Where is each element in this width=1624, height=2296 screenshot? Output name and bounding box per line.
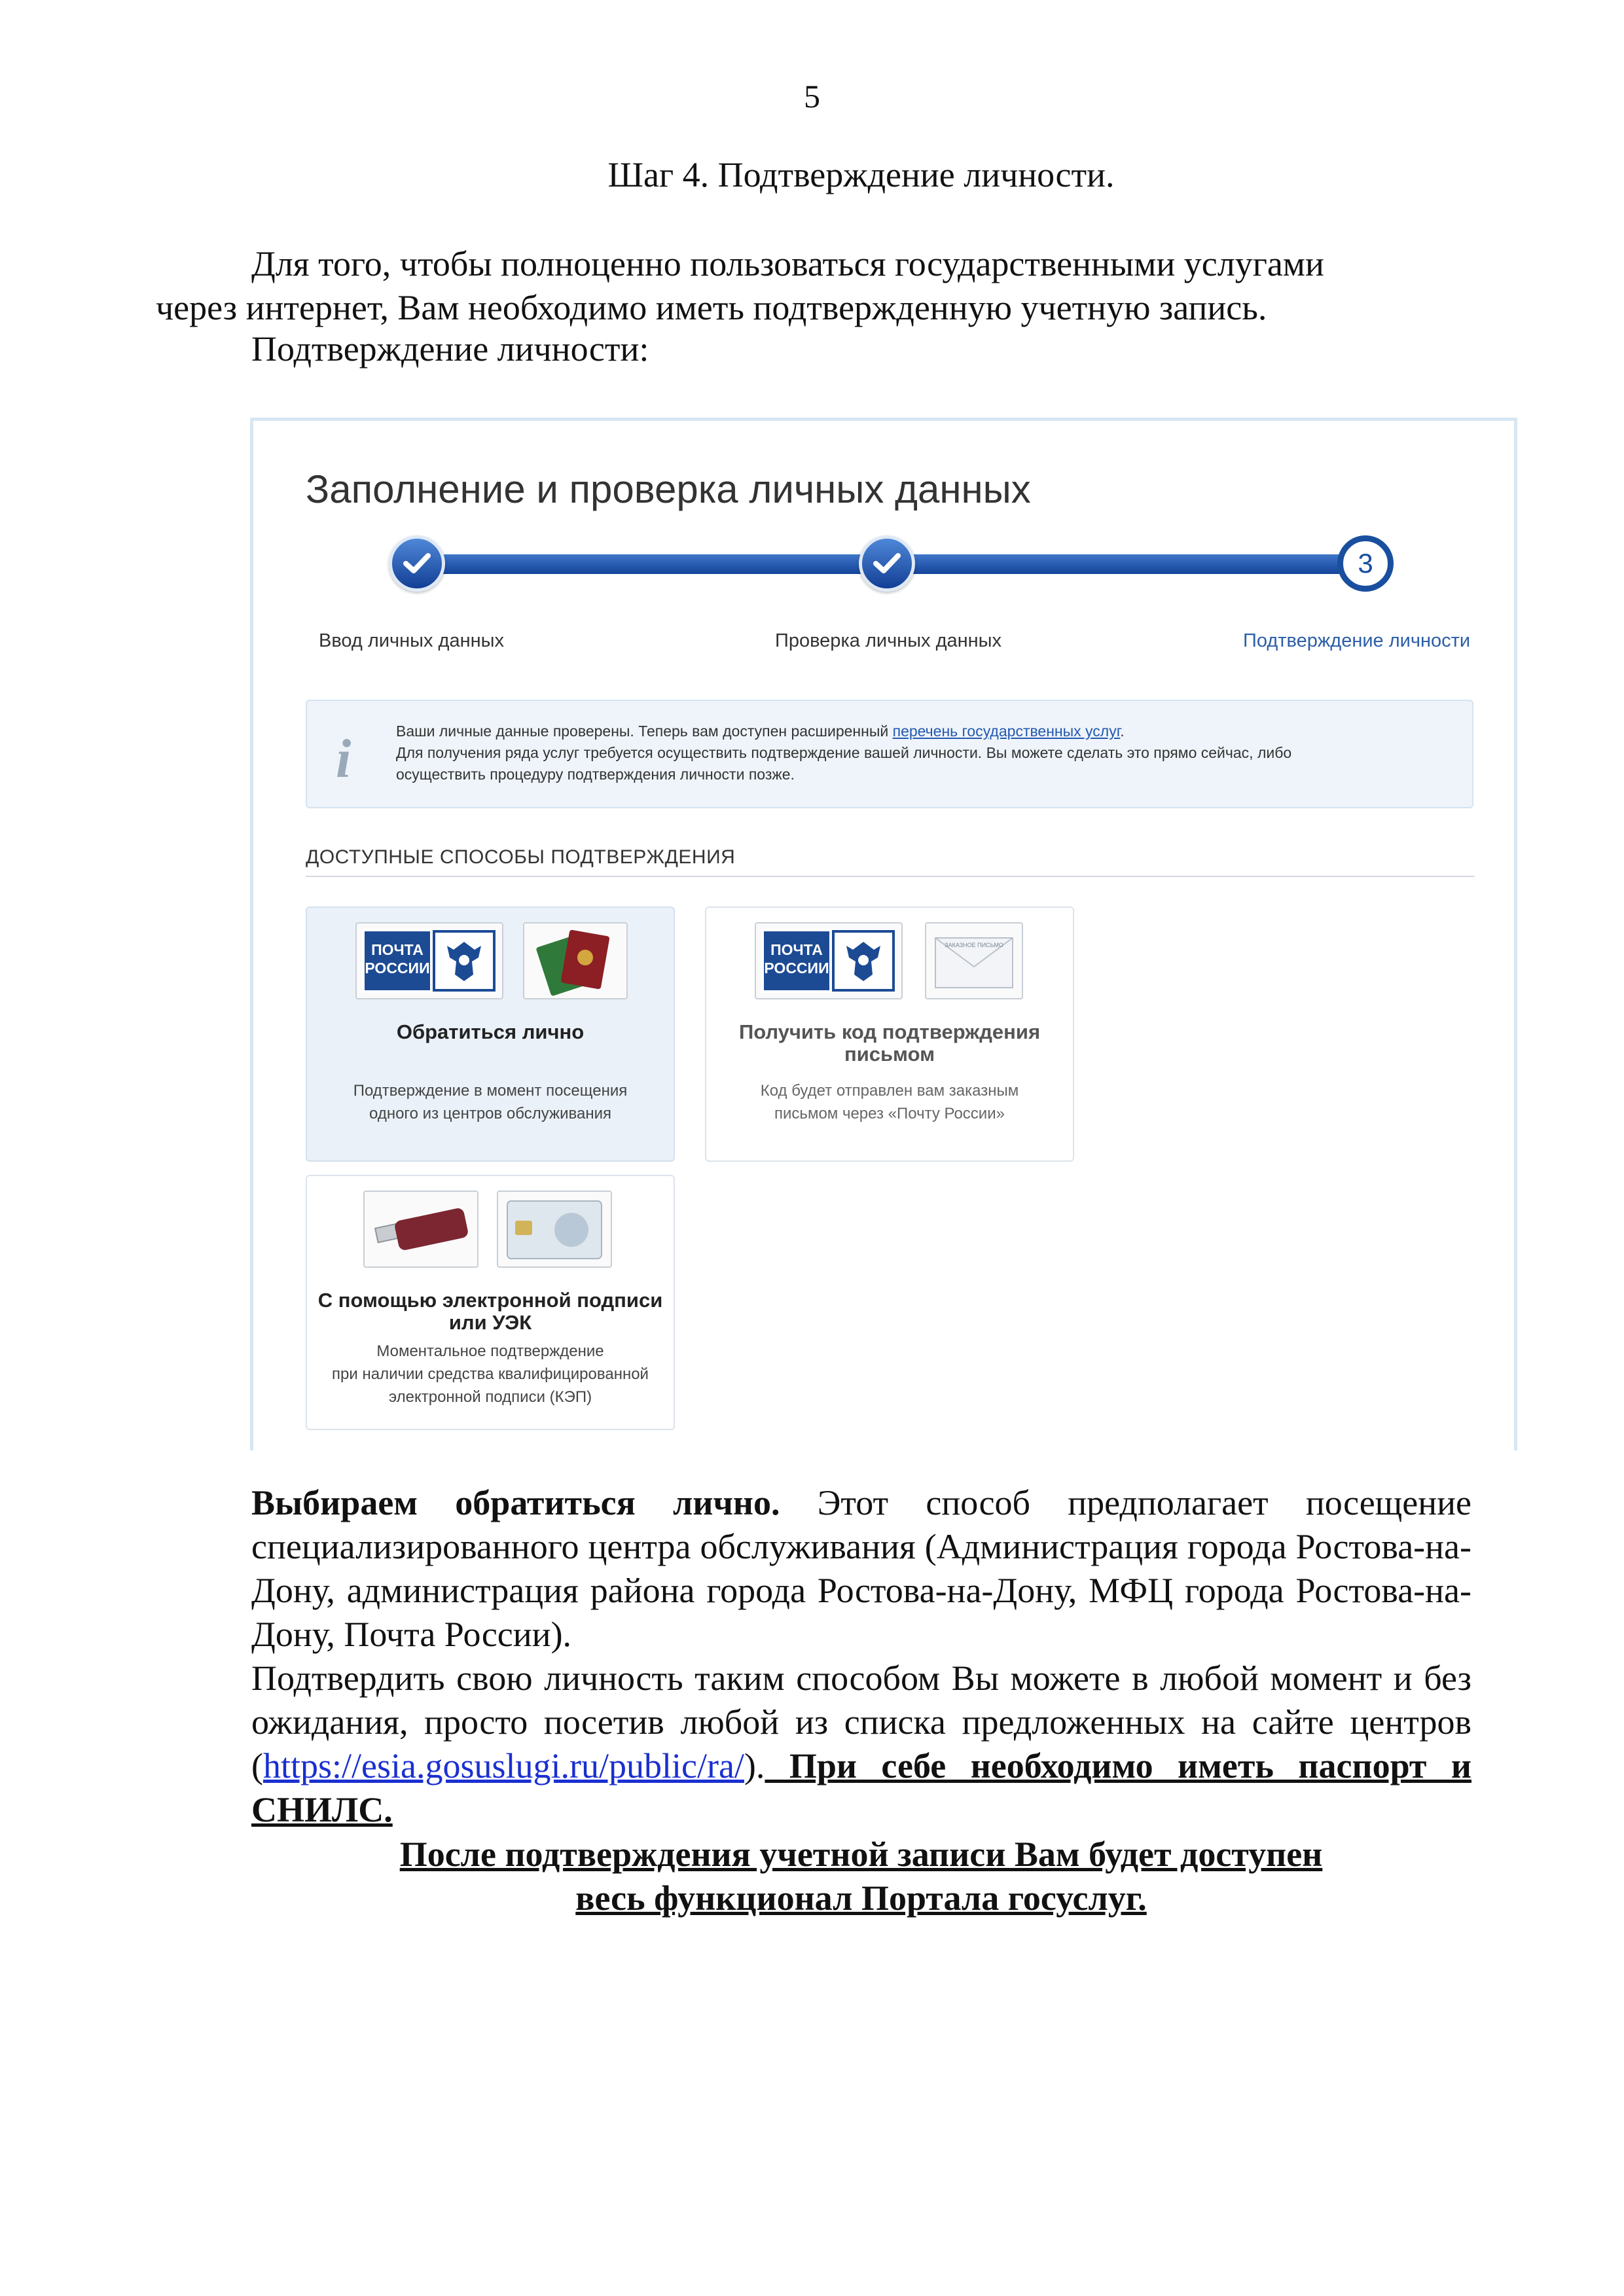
method-title-esignature-2: или УЭК (448, 1311, 532, 1334)
step-label-2[interactable]: Проверка личных данных (775, 630, 1002, 651)
pochta-russia-logo-icon (355, 922, 503, 999)
method-desc-in-person-2: одного из центров обслуживания (369, 1105, 611, 1122)
info-box (306, 700, 1473, 808)
divider (306, 876, 1475, 877)
methods-heading: ДОСТУПНЫЕ СПОСОБЫ ПОДТВЕРЖДЕНИЯ (306, 846, 736, 868)
method-desc-letter-2: письмом через «Почту России» (774, 1105, 1005, 1122)
method-card-letter[interactable] (705, 906, 1074, 1162)
screenshot-title: Заполнение и проверка личных данных (306, 467, 1031, 511)
info-text (396, 721, 1291, 785)
esia-link[interactable]: https://esia.gosuslugi.ru/public/ra/ (262, 1746, 744, 1785)
step-title: Шаг 4. Подтверждение личности. (607, 155, 1115, 194)
method-desc-letter-1: Код будет отправлен вам заказным (760, 1082, 1019, 1100)
step-label-3: Подтверждение личности (1243, 630, 1471, 651)
services-list-link[interactable]: перечень государственных услуг (892, 723, 1121, 740)
step-3-number: 3 (1337, 535, 1394, 592)
closing-line-2: весь функционал Портала госуслуг. (575, 1878, 1147, 1918)
closing-statement (0, 1833, 1624, 1920)
body-paragraph (156, 1481, 1471, 1832)
method-desc-esignature-1: Моментальное подтверждение (376, 1342, 604, 1360)
pochta-logo-line-1: ПОЧТА (371, 941, 424, 958)
info-line-3: осуществить процедуру подтверждения личности позже. (396, 766, 795, 783)
method-desc-esignature-3: электронной подписи (КЭП) (388, 1388, 592, 1406)
info-line-1-end: . (1120, 723, 1125, 740)
method-desc-in-person-1: Подтверждение в момент посещения (353, 1082, 628, 1100)
lead-bold: Выбираем обратиться лично. (251, 1483, 780, 1522)
method-card-esignature[interactable] (306, 1175, 675, 1430)
smart-card-icon (497, 1191, 612, 1268)
info-line-2: Для получения ряда услуг требуется осуществить подтверждение вашей личности. Вы можете сделать это прямо сейчас, либо (396, 744, 1292, 761)
envelope-icon (925, 922, 1023, 999)
intro-line-2: через интернет, Вам необходимо иметь подтвержденную учетную запись. (156, 288, 1267, 327)
passport-icon (523, 922, 628, 999)
portal-screenshot (250, 418, 1517, 1450)
method-title-letter: Получить код подтверждения (738, 1020, 1041, 1043)
pochta-logo-line-2: РОССИИ (764, 960, 829, 977)
step-label-1[interactable]: Ввод личных данных (319, 630, 504, 651)
intro-line-3: Подтверждение личности: (251, 329, 649, 368)
info-line-1-text: Ваши личные данные проверены. Теперь вам доступен расширенный (396, 723, 893, 740)
method-card-in-person[interactable] (306, 906, 675, 1162)
step-1-checkmark-icon (389, 535, 445, 592)
method-title-in-person: Обратиться лично (396, 1020, 585, 1043)
pochta-logo-line-1: ПОЧТА (770, 941, 823, 958)
method-title-letter-2: письмом (844, 1043, 935, 1066)
pochta-logo-line-2: РОССИИ (365, 960, 430, 977)
lead-paragraph (156, 1481, 1471, 1657)
intro-paragraph (156, 242, 1471, 330)
lead-rest: Этот способ предполагает посещение специализированного центра обслуживания (Администрация города Ростова-на-Дону, администрация района города Ростова-на-Дону, МФЦ города Ростова-на-Дону, Почта России). (251, 1483, 1471, 1654)
method-title-esignature: С помощью электронной подписи (317, 1289, 663, 1312)
after-url: ). (744, 1746, 765, 1785)
second-paragraph (156, 1657, 1471, 1832)
usb-token-icon (363, 1191, 478, 1268)
second-text: Подтвердить свою личность таким способом Вы можете в любой момент и без ожидания, просто посетив любой из списка предложенных на сайте центров ( (251, 1659, 1471, 1785)
closing-line-1: После подтверждения учетной записи Вам будет доступен (399, 1835, 1323, 1874)
envelope-text: ЗАКАЗНОЕ ПИСЬМО (945, 942, 1003, 948)
method-desc-esignature-2: при наличии средства квалифицированной (332, 1365, 649, 1383)
intro-line-1: Для того, чтобы полноценно пользоваться государственными услугами (251, 244, 1324, 283)
requirement-text: При себе необходимо иметь паспорт и СНИЛС. (251, 1746, 1471, 1829)
info-icon: i (336, 728, 352, 789)
pochta-russia-logo-icon (755, 922, 903, 999)
step-2-checkmark-icon (859, 535, 915, 592)
page-number: 5 (804, 78, 820, 115)
info-line-1 (396, 721, 1291, 742)
